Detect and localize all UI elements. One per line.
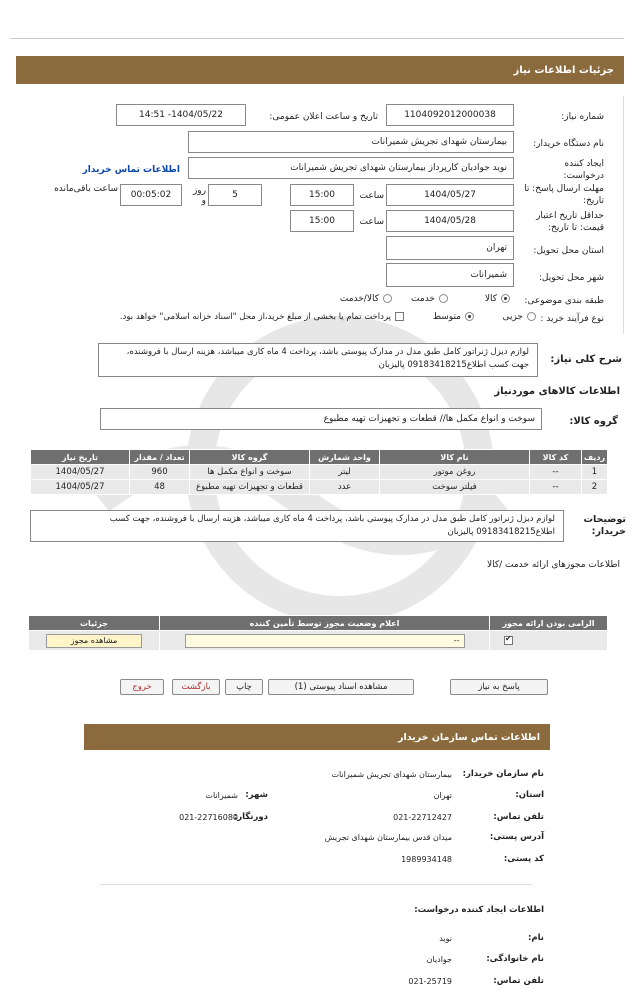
province-label: استان محل تحویل: bbox=[533, 246, 604, 256]
permit-required-check-icon bbox=[504, 636, 513, 645]
category-label: طبقه بندی موضوعی: bbox=[524, 296, 604, 306]
details-header bbox=[16, 56, 624, 84]
announce-label: تاریخ و ساعت اعلان عمومی: bbox=[269, 112, 378, 122]
category-option-goods: کالا bbox=[484, 294, 497, 304]
cell-row: 1 bbox=[582, 465, 608, 480]
reply-button[interactable]: پاسخ به نیاز bbox=[450, 679, 548, 695]
buyer-notes-label: توضیحات خریدار: bbox=[583, 514, 626, 537]
cell-code: -- bbox=[530, 465, 582, 480]
min-validity-time-field: 15:00 bbox=[290, 210, 354, 232]
contact-province-label: استان: bbox=[515, 790, 544, 800]
radio-both-icon[interactable] bbox=[383, 294, 392, 303]
creator-field: نوید جوادیان کارپرداز بیمارستان شهدای تجریش شمیرانات bbox=[188, 157, 514, 179]
min-validity-label: حداقل تاریخ اعتبار قیمت: تا تاریخ: bbox=[536, 211, 604, 233]
col-row: ردیف bbox=[582, 450, 608, 465]
category-option-both: کالا/خدمت bbox=[339, 294, 379, 304]
back-button[interactable]: بازگشت bbox=[172, 679, 220, 695]
contact-postal-label: کد پستی: bbox=[503, 854, 544, 864]
permits-header-row bbox=[29, 616, 608, 631]
process-radio-medium[interactable] bbox=[433, 312, 474, 322]
radio-goods-icon[interactable] bbox=[501, 294, 510, 303]
cell-date: 1404/05/27 bbox=[31, 480, 130, 495]
process-radio-minor[interactable] bbox=[502, 312, 536, 322]
min-validity-date-field: 1404/05/28 bbox=[386, 210, 514, 232]
cell-name: روغن موتور bbox=[380, 465, 530, 480]
print-button[interactable]: چاپ bbox=[225, 679, 263, 695]
creator-info-title: اطلاعات ایجاد کننده درخواست: bbox=[414, 905, 544, 915]
summary-box bbox=[98, 343, 538, 377]
cell-qty: 960 bbox=[130, 465, 190, 480]
permits-table bbox=[28, 615, 608, 651]
col-qty: تعداد / مقدار bbox=[130, 450, 190, 465]
remaining-time-field: 00:05:02 bbox=[120, 184, 182, 206]
org-name-value: بیمارستان شهدای تجریش شمیرانات bbox=[331, 770, 452, 779]
creator-label: ایجاد کننده درخواست: bbox=[563, 159, 604, 181]
radio-minor-icon[interactable] bbox=[527, 312, 536, 321]
city-field: شمیرانات bbox=[386, 263, 514, 287]
goods-table-wrap bbox=[30, 449, 608, 495]
goods-table bbox=[30, 449, 608, 495]
radio-medium-icon[interactable] bbox=[465, 312, 474, 321]
permits-title: اطلاعات مجوزهای ارائه خدمت /کالا bbox=[486, 560, 620, 570]
treasury-note: پرداخت تمام یا بخشی از مبلغ خرید،از محل "اسناد خزانه اسلامی" خواهد بود. bbox=[119, 312, 391, 322]
province-field: تهران bbox=[386, 236, 514, 260]
view-permit-button[interactable]: مشاهده مجوز bbox=[46, 634, 142, 648]
permits-table-wrap bbox=[28, 615, 608, 651]
deadline-label: مهلت ارسال پاسخ: تا تاریخ: bbox=[524, 184, 604, 206]
table-row bbox=[31, 480, 608, 495]
contact-divider bbox=[100, 884, 532, 885]
exit-button[interactable]: خروج bbox=[120, 679, 164, 695]
deadline-date-field: 1404/05/27 bbox=[386, 184, 514, 206]
process-option-minor: جزیی bbox=[502, 312, 523, 322]
table-row bbox=[31, 465, 608, 480]
treasury-check-icon[interactable] bbox=[395, 312, 404, 321]
city-label: شهر محل تحویل: bbox=[538, 273, 604, 283]
cell-code: -- bbox=[530, 480, 582, 495]
col-unit: واحد شمارش bbox=[310, 450, 380, 465]
contact-phone-value: 021-22712427 bbox=[393, 813, 452, 822]
min-validity-time-label: ساعت bbox=[359, 217, 384, 227]
top-rule bbox=[10, 38, 624, 39]
days-field: 5 bbox=[208, 184, 262, 206]
process-label: نوع فرآیند خرید : bbox=[540, 314, 604, 324]
buyer-notes-text: لوازم دیزل ژنراتور کامل طبق مدل در مدارک پیوستی باشد، پرداخت 4 ماه کاری میباشد، هزینه ارسال با فروشنده، جهت کسب اطلاع09183418215 پالیزبان bbox=[109, 514, 555, 537]
treasury-checkbox[interactable] bbox=[120, 312, 404, 322]
buyer-notes-box bbox=[30, 510, 564, 542]
contact-province-value: تهران bbox=[433, 791, 452, 800]
goods-table-header-row bbox=[31, 450, 608, 465]
radio-service-icon[interactable] bbox=[439, 294, 448, 303]
category-radio-both[interactable] bbox=[340, 294, 392, 304]
permit-required-cell bbox=[490, 631, 608, 651]
deadline-time-field: 15:00 bbox=[290, 184, 354, 206]
goods-group-label: گروه کالا: bbox=[569, 416, 618, 427]
contact-city-value: شمیرانات bbox=[205, 791, 238, 800]
contact-postal-value: 1989934148 bbox=[401, 855, 452, 864]
col-required: الزامی بودن ارائه مجوز bbox=[490, 616, 608, 631]
creator-phone-label: تلفن تماس: bbox=[493, 976, 544, 986]
cell-row: 2 bbox=[582, 480, 608, 495]
cell-name: فیلتر سوخت bbox=[380, 480, 530, 495]
contact-address-label: آدرس پستی: bbox=[489, 832, 544, 842]
cell-group: سوخت و انواع مکمل ها bbox=[190, 465, 310, 480]
permit-status-field: -- bbox=[185, 634, 465, 648]
permit-details-cell bbox=[29, 631, 160, 651]
goods-section-title: اطلاعات کالاهای موردنیاز bbox=[494, 386, 620, 397]
need-number-field: 1104092012000038 bbox=[386, 104, 514, 126]
permit-row bbox=[29, 631, 608, 651]
summary-text: لوازم دیزل ژنراتور کامل طبق مدل در مدارک پیوستی باشد، پرداخت 4 ماه کاری میباشد، هزینه ارسال با فروشنده، جهت کسب اطلاع09183418215 پالیزبان bbox=[126, 347, 529, 370]
col-date: تاریخ نیاز bbox=[31, 450, 130, 465]
cell-group: قطعات و تجهیزات تهیه مطبوع bbox=[190, 480, 310, 495]
cell-unit: لیتر bbox=[310, 465, 380, 480]
contact-address-value: میدان قدس بیمارستان شهدای تجریش bbox=[324, 833, 452, 842]
creator-phone-value: 021-25719 bbox=[408, 977, 452, 986]
deadline-time-label: ساعت bbox=[359, 191, 384, 201]
creator-first-name-label: نام: bbox=[527, 933, 544, 943]
contact-fax-label: دورنگار: bbox=[233, 812, 268, 822]
category-option-service: خدمت bbox=[411, 294, 435, 304]
creator-last-name-label: نام خانوادگی: bbox=[486, 954, 544, 964]
contact-phone-label: تلفن تماس: bbox=[493, 812, 544, 822]
category-radio-goods[interactable] bbox=[485, 294, 510, 304]
creator-last-name-value: جوادیان bbox=[426, 955, 452, 964]
contact-city-label: شهر: bbox=[245, 790, 268, 800]
permit-status-cell bbox=[160, 631, 490, 651]
contact-info-link[interactable]: اطلاعات تماس خریدار bbox=[82, 165, 180, 175]
col-code: کد کالا bbox=[530, 450, 582, 465]
buyer-org-field: بیمارستان شهدای تجریش شمیرانات bbox=[188, 131, 514, 153]
cell-qty: 48 bbox=[130, 480, 190, 495]
buyer-org-label: نام دستگاه خریدار: bbox=[533, 139, 604, 149]
remaining-label: ساعت باقی‌مانده bbox=[54, 184, 118, 194]
col-status: اعلام وضعیت مجوز توسط تأمین کننده bbox=[160, 616, 490, 631]
process-option-medium: متوسط bbox=[432, 312, 461, 322]
cell-date: 1404/05/27 bbox=[31, 465, 130, 480]
details-header-title: جزئیات اطلاعات نیاز bbox=[513, 64, 614, 76]
contact-fax-value: 021-22716080 bbox=[179, 813, 238, 822]
need-number-label: شماره نیاز: bbox=[561, 112, 604, 122]
cell-unit: عدد bbox=[310, 480, 380, 495]
col-group: گروه کالا bbox=[190, 450, 310, 465]
category-radio-service[interactable] bbox=[411, 294, 448, 304]
announce-field: 1404/05/22- 14:51 bbox=[116, 104, 246, 126]
attachments-button[interactable]: مشاهده اسناد پیوستی (1) bbox=[268, 679, 414, 695]
col-details: جزئیات bbox=[29, 616, 160, 631]
creator-first-name-value: نوید bbox=[439, 934, 452, 943]
goods-group-field: سوخت و انواع مکمل ها// قطعات و تجهیزات تهیه مطبوع bbox=[100, 408, 542, 430]
org-name-label: نام سازمان خریدار: bbox=[462, 769, 544, 779]
days-label: روز و bbox=[192, 186, 206, 206]
summary-label: شرح کلی نیاز: bbox=[550, 354, 622, 365]
contact-header bbox=[84, 724, 550, 750]
contact-header-title: اطلاعات تماس سازمان خریدار bbox=[397, 731, 540, 743]
col-name: نام کالا bbox=[380, 450, 530, 465]
